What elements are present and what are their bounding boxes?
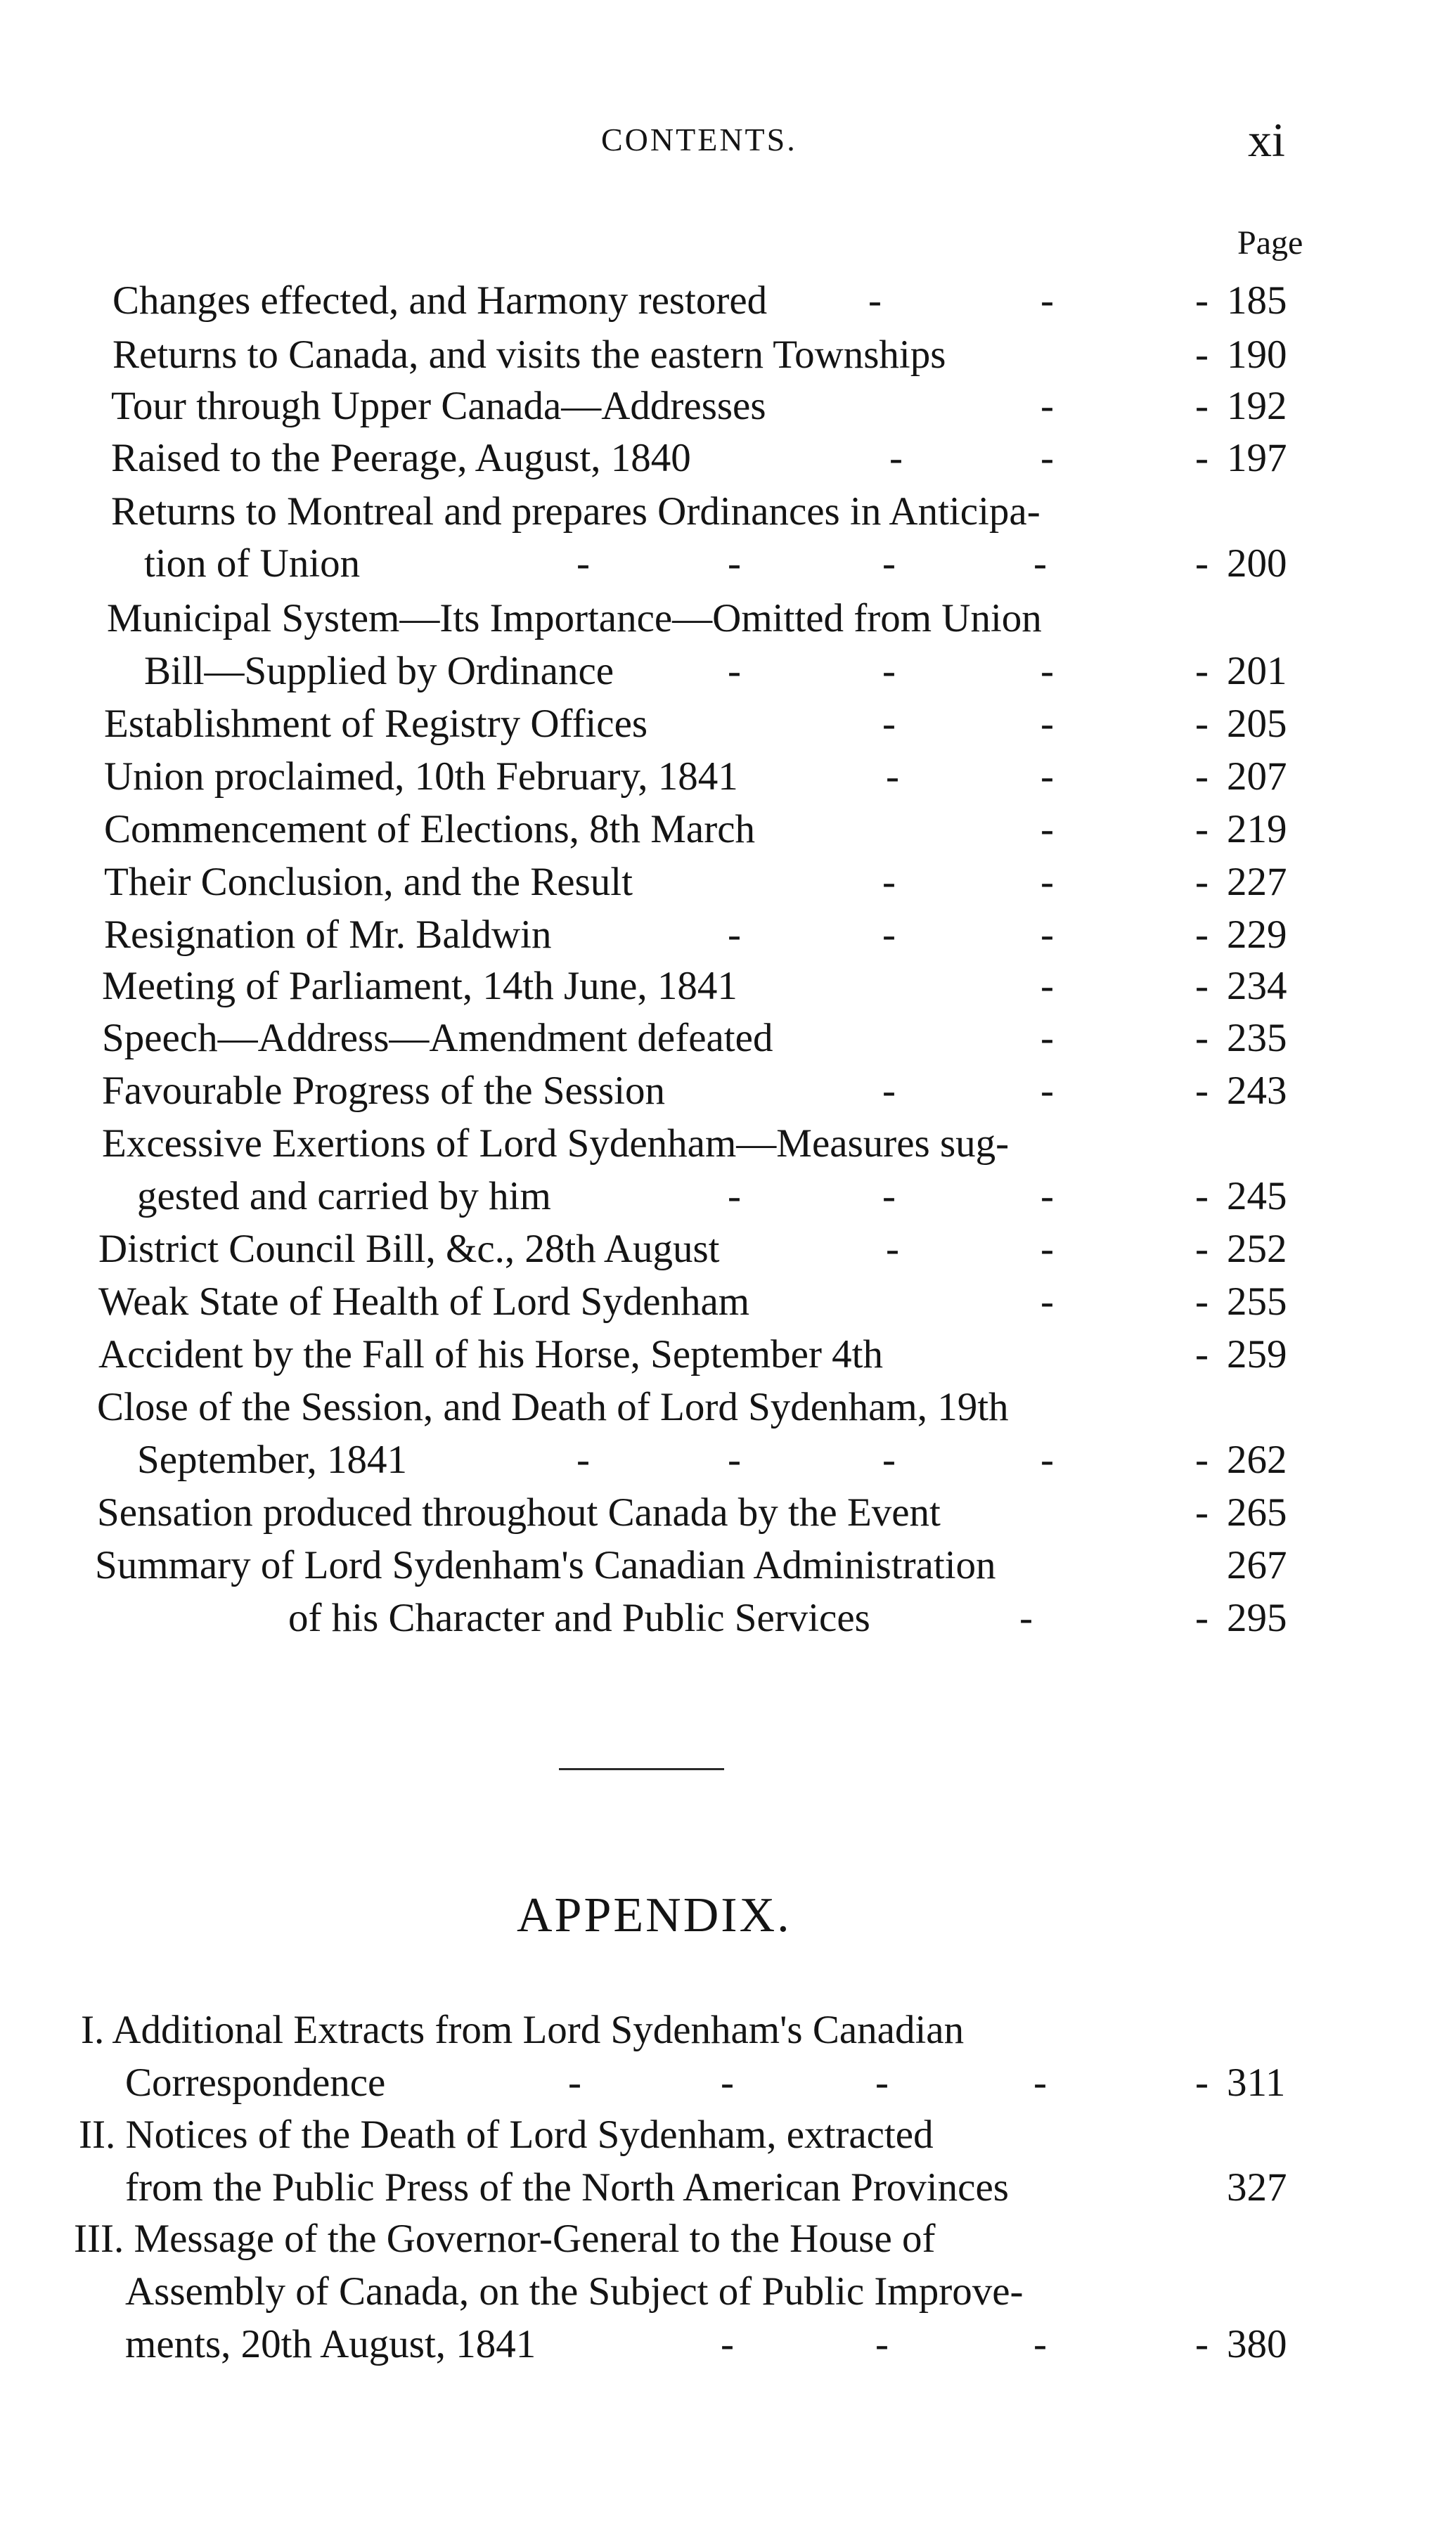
contents-title-text: Their Conclusion, and the Result	[104, 860, 633, 904]
leader-dash: -	[1195, 1279, 1209, 1324]
leader-dash: -	[1041, 702, 1054, 746]
contents-page-number: 267	[1227, 1543, 1287, 1587]
leader-dash: -	[1195, 1438, 1209, 1482]
contents-title-text: Summary of Lord Sydenham's Canadian Administration	[95, 1543, 996, 1587]
leader-dash: -	[1195, 1016, 1209, 1060]
appendix-title: APPENDIX.	[517, 1888, 792, 1942]
leader-dash: -	[1195, 1596, 1209, 1640]
contents-page-number: 219	[1227, 807, 1287, 851]
leader-dash: -	[1195, 702, 1209, 746]
leader-dash: -	[889, 436, 903, 480]
appendix.items-title-text: III. Message of the Governor-General to the House of	[74, 2217, 936, 2261]
leader-dash: -	[882, 1069, 896, 1113]
leader-dash: -	[1195, 1490, 1209, 1535]
contents-page-number: 190	[1227, 333, 1287, 377]
leader-dash: -	[1033, 2061, 1047, 2105]
leader-dash: -	[721, 2061, 734, 2105]
appendix.items-page-number: 327	[1227, 2165, 1287, 2210]
leader-dash: -	[728, 541, 741, 586]
leader-dash: -	[1041, 860, 1054, 904]
contents-title-text: Weak State of Health of Lord Sydenham	[98, 1279, 750, 1324]
appendix.items-title-text: from the Public Press of the North American Provinces	[125, 2165, 1009, 2210]
leader-dash: -	[1041, 1227, 1054, 1271]
contents-title-text: Returns to Canada, and visits the eastern Townships	[112, 333, 946, 377]
leader-dash: -	[1195, 1069, 1209, 1113]
leader-dash: -	[1195, 436, 1209, 480]
leader-dash: -	[721, 2322, 734, 2366]
leader-dash: -	[576, 1438, 590, 1482]
leader-dash: -	[728, 1438, 741, 1482]
contents-title-text: Tour through Upper Canada—Addresses	[111, 384, 766, 428]
leader-dash: -	[1195, 964, 1209, 1008]
leader-dash: -	[1195, 913, 1209, 957]
contents-title-text: Returns to Montreal and prepares Ordinances in Anticipa-	[111, 489, 1041, 534]
leader-dash: -	[576, 541, 590, 586]
leader-dash: -	[1041, 649, 1054, 693]
leader-dash: -	[1041, 1279, 1054, 1324]
appendix.items-title-text: I. Additional Extracts from Lord Sydenham's Canadian	[81, 2008, 965, 2052]
leader-dash: -	[1195, 807, 1209, 851]
leader-dash: -	[882, 649, 896, 693]
contents-title-text: gested and carried by him	[137, 1174, 551, 1218]
leader-dash: -	[886, 754, 899, 799]
leader-dash: -	[728, 1174, 741, 1218]
leader-dash: -	[1033, 2322, 1047, 2366]
contents-title-text: of his Character and Public Services	[288, 1596, 870, 1640]
leader-dash: -	[1041, 754, 1054, 799]
leader-dash: -	[728, 913, 741, 957]
contents-page-number: 252	[1227, 1227, 1287, 1271]
appendix.items-page-number: 311	[1227, 2061, 1286, 2105]
contents-title-text: Commencement of Elections, 8th March	[104, 807, 755, 851]
contents-page-number: 265	[1227, 1490, 1287, 1535]
leader-dash: -	[1195, 1174, 1209, 1218]
appendix.items-page-number: 380	[1227, 2322, 1287, 2366]
leader-dash: -	[882, 913, 896, 957]
leader-dash: -	[1041, 278, 1054, 323]
leader-dash: -	[1195, 2322, 1209, 2366]
contents-title-text: Municipal System—Its Importance—Omitted from Union	[107, 596, 1042, 640]
appendix.items-title-text: II. Notices of the Death of Lord Sydenham, extracted	[79, 2113, 934, 2157]
leader-dash: -	[1041, 1174, 1054, 1218]
contents-page-number: 197	[1227, 436, 1287, 480]
contents-title-text: Establishment of Registry Offices	[104, 702, 648, 746]
contents-page-number: 262	[1227, 1438, 1287, 1482]
leader-dash: -	[882, 860, 896, 904]
appendix.items-title-text: ments, 20th August, 1841	[125, 2322, 536, 2366]
leader-dash: -	[1195, 1227, 1209, 1271]
leader-dash: -	[882, 1174, 896, 1218]
contents-title-text: District Council Bill, &c., 28th August	[98, 1227, 720, 1271]
leader-dash: -	[875, 2061, 889, 2105]
contents-page-number: 245	[1227, 1174, 1287, 1218]
contents-title-text: Favourable Progress of the Session	[102, 1069, 666, 1113]
contents-page-number: 255	[1227, 1279, 1287, 1324]
contents-page-number: 234	[1227, 964, 1287, 1008]
leader-dash: -	[1195, 541, 1209, 586]
leader-dash: -	[728, 649, 741, 693]
contents-title-text: September, 1841	[137, 1438, 407, 1482]
leader-dash: -	[1041, 384, 1054, 428]
appendix.items-title-text: Assembly of Canada, on the Subject of Public Improve-	[125, 2269, 1024, 2314]
leader-dash: -	[1041, 1438, 1054, 1482]
leader-dash: -	[1041, 1069, 1054, 1113]
contents-page-number: 201	[1227, 649, 1287, 693]
leader-dash: -	[1195, 384, 1209, 428]
leader-dash: -	[875, 2322, 889, 2366]
leader-dash: -	[1033, 541, 1047, 586]
contents-title-text: Bill—Supplied by Ordinance	[144, 649, 614, 693]
contents-page-number: 207	[1227, 754, 1287, 799]
contents-title-text: Raised to the Peerage, August, 1840	[111, 436, 691, 480]
leader-dash: -	[1195, 2061, 1209, 2105]
contents-page-number: 229	[1227, 913, 1287, 957]
contents-title-text: Changes effected, and Harmony restored	[112, 278, 768, 323]
leader-dash: -	[882, 541, 896, 586]
contents-page-number: 295	[1227, 1596, 1287, 1640]
leader-dash: -	[1041, 436, 1054, 480]
contents-page-number: 200	[1227, 541, 1287, 586]
leader-dash: -	[882, 702, 896, 746]
contents-title-text: Sensation produced throughout Canada by the Event	[97, 1490, 941, 1535]
leader-dash: -	[1195, 278, 1209, 323]
running-title: CONTENTS.	[601, 122, 797, 157]
contents-title-text: Speech—Address—Amendment defeated	[102, 1016, 773, 1060]
contents-page-number: 227	[1227, 860, 1287, 904]
leader-dash: -	[1041, 1016, 1054, 1060]
contents-title-text: Excessive Exertions of Lord Sydenham—Measures sug-	[102, 1121, 1010, 1166]
leader-dash: -	[1195, 1332, 1209, 1377]
contents-title-text: Meeting of Parliament, 14th June, 1841	[102, 964, 737, 1008]
leader-dash: -	[1195, 333, 1209, 377]
contents-page-number: 259	[1227, 1332, 1287, 1377]
leader-dash: -	[1041, 964, 1054, 1008]
contents-title-text: Resignation of Mr. Baldwin	[104, 913, 552, 957]
page-column-label: Page	[1237, 224, 1303, 262]
leader-dash: -	[1019, 1596, 1033, 1640]
leader-dash: -	[1195, 860, 1209, 904]
contents-page-number: 192	[1227, 384, 1287, 428]
leader-dash: -	[882, 1438, 896, 1482]
leader-dash: -	[1195, 649, 1209, 693]
appendix.items-title-text: Correspondence	[125, 2061, 386, 2105]
leader-dash: -	[1041, 807, 1054, 851]
folio-page-number: xi	[1248, 113, 1285, 167]
contents-page-number: 235	[1227, 1016, 1287, 1060]
leader-dash: -	[1041, 913, 1054, 957]
contents-page-number: 243	[1227, 1069, 1287, 1113]
contents-title-text: Close of the Session, and Death of Lord Sydenham, 19th	[97, 1385, 1009, 1429]
leader-dash: -	[1195, 754, 1209, 799]
section-divider	[559, 1768, 724, 1770]
contents-title-text: Accident by the Fall of his Horse, September 4th	[98, 1332, 884, 1377]
contents-title-text: tion of Union	[144, 541, 361, 586]
contents-page-number: 185	[1227, 278, 1287, 323]
leader-dash: -	[568, 2061, 581, 2105]
leader-dash: -	[868, 278, 882, 323]
contents-page-number: 205	[1227, 702, 1287, 746]
leader-dash: -	[886, 1227, 899, 1271]
contents-title-text: Union proclaimed, 10th February, 1841	[104, 754, 738, 799]
